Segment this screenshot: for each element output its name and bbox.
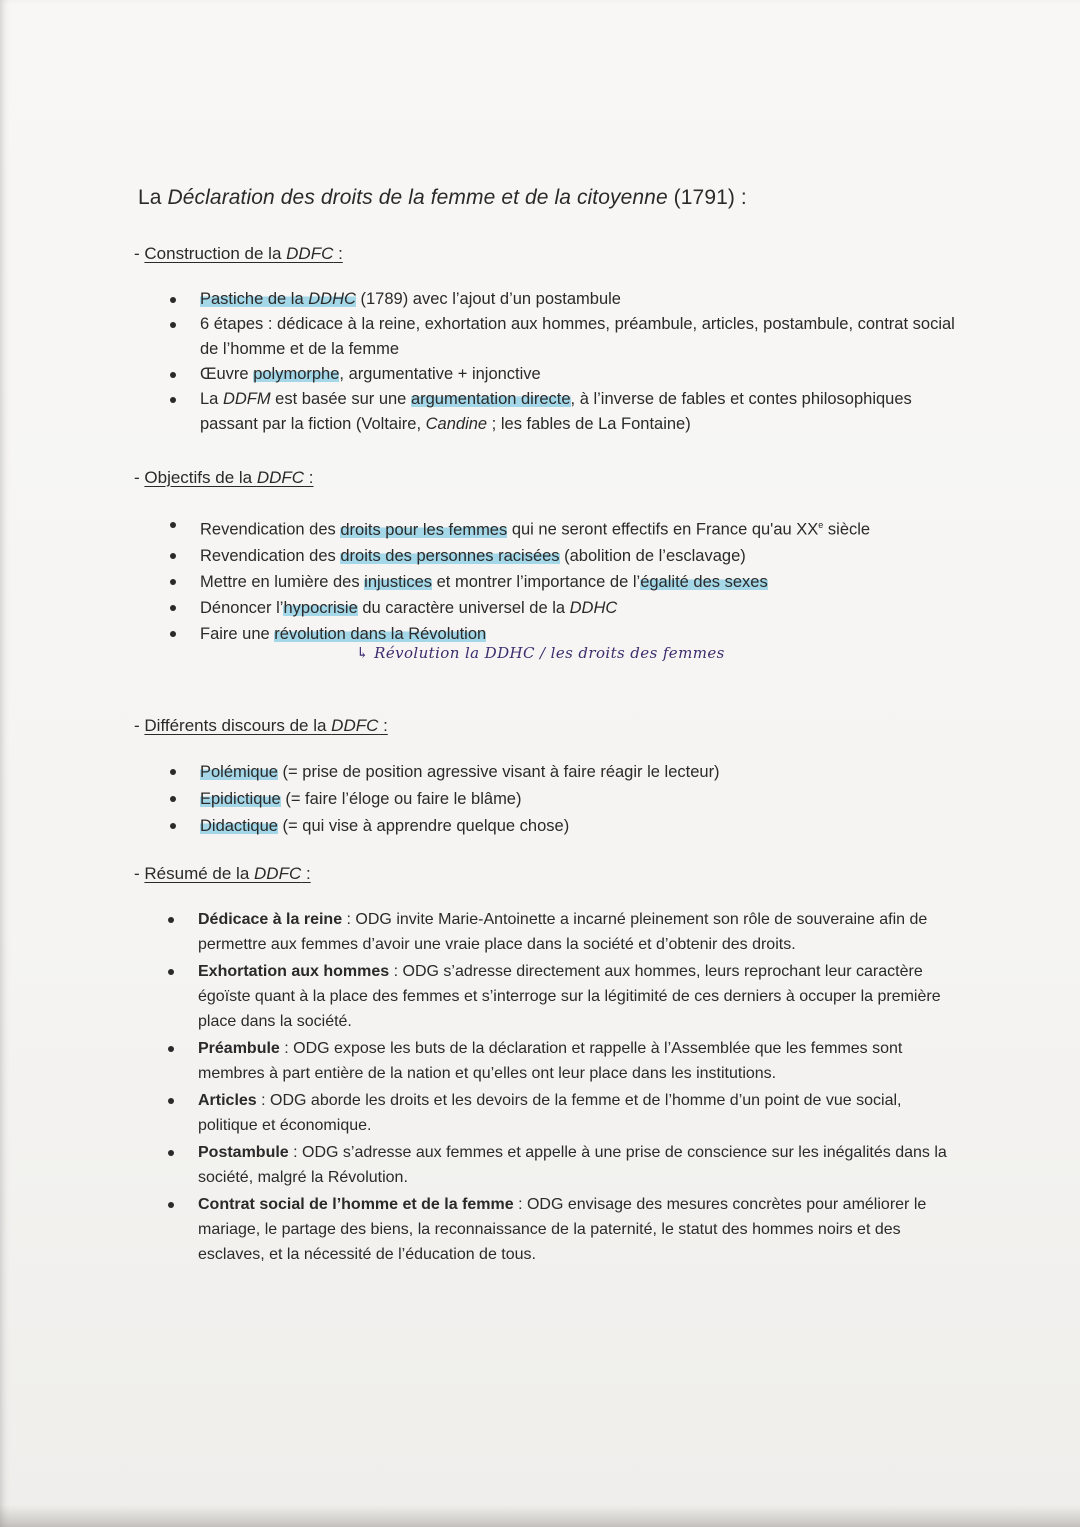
document-title: La Déclaration des droits de la femme et de la citoyenne (1791) : (138, 186, 747, 209)
list-item: 6 étapes : dédicace à la reine, exhortation aux hommes, préambule, articles, postambule, contrat social de l’homme et de la femme (170, 312, 960, 362)
list-item: Articles : ODG aborde les droits et les devoirs de la femme et de l’homme d’un point de vue social, politique et économique. (168, 1088, 958, 1138)
list-item: Exhortation aux hommes : ODG s’adresse directement aux hommes, leurs reprochant leur caractère égoïste quant à la place des femmes et s’interroge sur la légitimité de ces derniers à occuper la première place dans la société. (168, 959, 958, 1034)
section-heading-construction: - Construction de la DDFC : (134, 244, 343, 263)
objectifs-list (170, 512, 970, 647)
list-item: Revendication des droits pour les femmes qui ne seront effectifs en France qu'au XXe siècle (170, 512, 970, 543)
list-item: Dénoncer l’hypocrisie du caractère universel de la DDHC (170, 595, 970, 621)
list-item: Postambule : ODG s’adresse aux femmes et appelle à une prise de conscience sur les inégalités dans la société, malgré la Révolution. (168, 1140, 958, 1190)
list-item: Didactique (= qui vise à apprendre quelque chose) (170, 813, 970, 840)
construction-list (170, 287, 960, 437)
section-heading-discours: - Différents discours de la DDFC : (134, 716, 388, 735)
list-item: Revendication des droits des personnes racisées (abolition de l’esclavage) (170, 543, 970, 569)
discours-list (170, 759, 970, 840)
handwritten-note: ↳ Révolution la DDHC / les droits des femmes (356, 644, 725, 662)
list-item: Œuvre polymorphe, argumentative + injonctive (170, 362, 960, 387)
list-item: Polémique (= prise de position agressive visant à faire réagir le lecteur) (170, 759, 970, 786)
list-item: Pastiche de la DDHC (1789) avec l’ajout d’un postambule (170, 287, 960, 312)
list-item: Mettre en lumière des injustices et montrer l’importance de l’égalité des sexes (170, 569, 970, 595)
list-item: Faire une révolution dans la Révolution (170, 621, 970, 647)
list-item: Epidictique (= faire l’éloge ou faire le blâme) (170, 786, 970, 813)
resume-list (168, 907, 958, 1269)
section-heading-objectifs: - Objectifs de la DDFC : (134, 468, 314, 487)
list-item: Contrat social de l’homme et de la femme : ODG envisage des mesures concrètes pour améliorer le mariage, le partage des biens, la reconnaissance de la paternité, le statut des hommes noirs et des esclaves, et la nécessité de l’éducation de tous. (168, 1192, 958, 1267)
paper-bottom-edge (0, 1505, 1080, 1527)
list-item: Préambule : ODG expose les buts de la déclaration et rappelle à l’Assemblée que les femmes sont membres à part entière de la nation et qu’elles ont leur place dans les institutions. (168, 1036, 958, 1086)
section-heading-resume: - Résumé de la DDFC : (134, 864, 311, 883)
list-item: Dédicace à la reine : ODG invite Marie-Antoinette a incarné pleinement son rôle de souveraine afin de permettre aux femmes d’avoir une vraie place dans la société et d’obtenir des droits. (168, 907, 958, 957)
list-item: La DDFM est basée sur une argumentation directe, à l’inverse de fables et contes philosophiques passant par la fiction (Voltaire, Candine ; les fables de La Fontaine) (170, 387, 960, 437)
